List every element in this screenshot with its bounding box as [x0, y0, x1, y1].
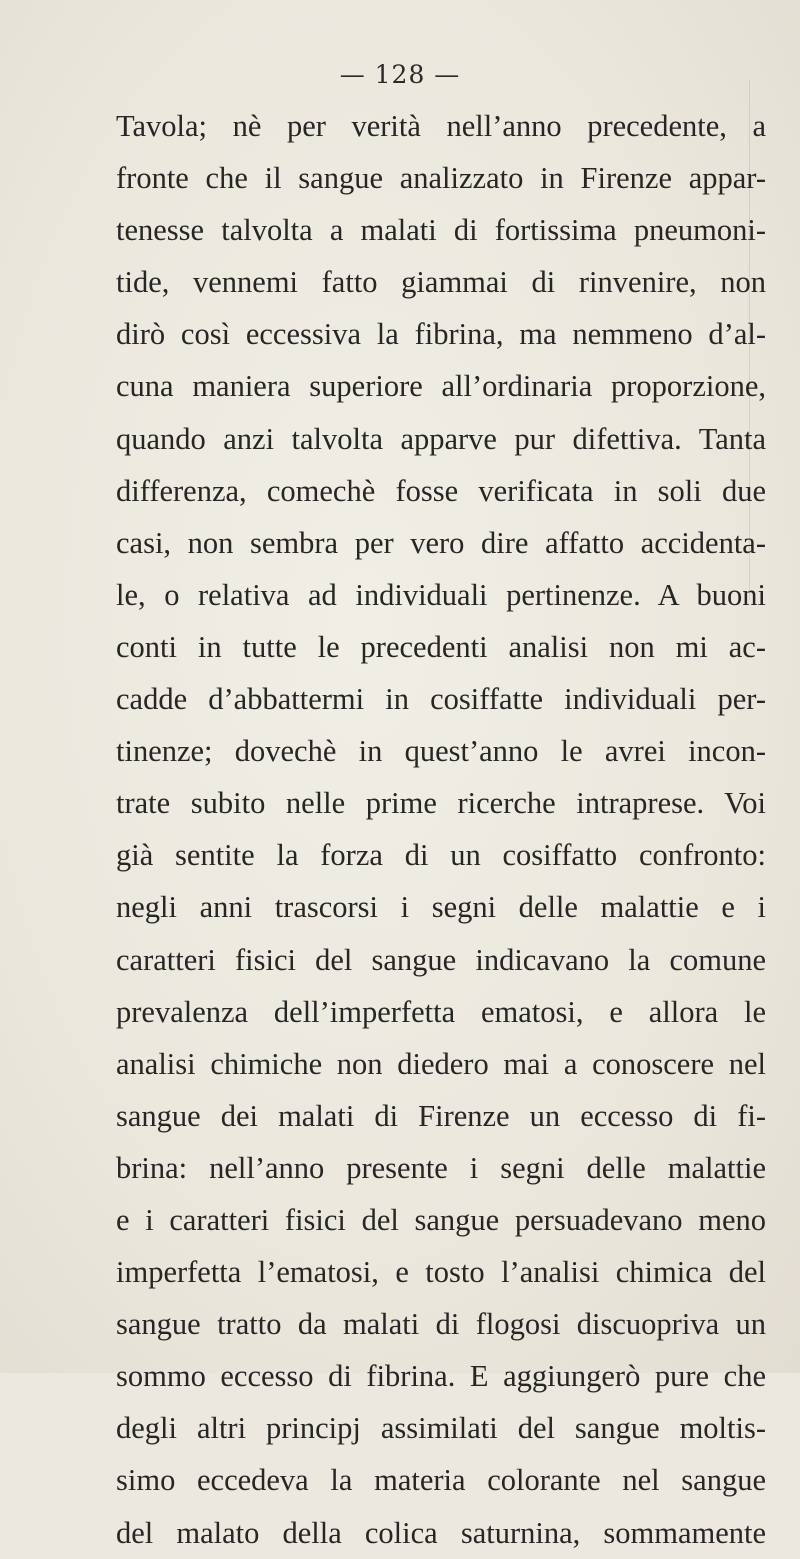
text-line: Tavola; nè per verità nell’anno precedente, a	[116, 109, 766, 143]
text-line: tenesse talvolta a malati di fortissima pneumoni-	[116, 213, 766, 248]
text-line: simo eccedeva la materia colorante nel sangue	[116, 1463, 766, 1498]
text-line: le, o relativa ad individuali pertinenze. A buoni	[116, 577, 766, 612]
text-line: sangue tratto da malati di flogosi discuopriva un	[116, 1307, 766, 1342]
text-line: degli altri principj assimilati del sangue moltis-	[116, 1411, 766, 1446]
text-line: quando anzi talvolta apparve pur difettiva. Tanta	[116, 421, 766, 456]
text-line: dirò così eccessiva la fibrina, ma nemmeno d’al-	[116, 317, 766, 352]
text-line: sangue dei malati di Firenze un eccesso di fi-	[116, 1098, 766, 1133]
text-line: fronte che il sangue analizzato in Firenze appar-	[116, 161, 766, 196]
text-line: del malato della colica saturnina, sommamente	[116, 1515, 766, 1550]
text-line: cadde d’abbattermi in cosiffatte individuali per-	[116, 682, 766, 717]
text-line: già sentite la forza di un cosiffatto confronto:	[116, 838, 766, 873]
text-line: e i caratteri fisici del sangue persuadevano meno	[116, 1202, 766, 1237]
text-line: negli anni trascorsi i segni delle malattie e i	[116, 890, 766, 925]
text-line: cuna maniera superiore all’ordinaria proporzione,	[116, 369, 766, 404]
text-line: conti in tutte le precedenti analisi non mi ac-	[116, 629, 766, 664]
text-line: imperfetta l’ematosi, e tosto l’analisi chimica del	[116, 1255, 766, 1290]
text-line: tide, vennemi fatto giammai di rinvenire, non	[116, 265, 766, 300]
text-line: sommo eccesso di fibrina. E aggiungerò pure che	[116, 1359, 766, 1394]
body-text	[116, 100, 766, 1559]
text-line: casi, non sembra per vero dire affatto accidenta-	[116, 525, 766, 560]
text-line: differenza, comechè fosse verificata in soli due	[116, 473, 766, 508]
text-line: tinenze; dovechè in quest’anno le avrei incon-	[116, 734, 766, 769]
text-line: brina: nell’anno presente i segni delle malattie	[116, 1150, 766, 1185]
page-number: — 128 —	[339, 60, 461, 89]
text-line: trate subito nelle prime ricerche intraprese. Voi	[116, 786, 766, 821]
text-line: prevalenza dell’imperfetta ematosi, e allora le	[116, 994, 766, 1029]
text-line: analisi chimiche non diedero mai a conoscere nel	[116, 1046, 766, 1081]
text-line: caratteri fisici del sangue indicavano la comune	[116, 942, 766, 977]
